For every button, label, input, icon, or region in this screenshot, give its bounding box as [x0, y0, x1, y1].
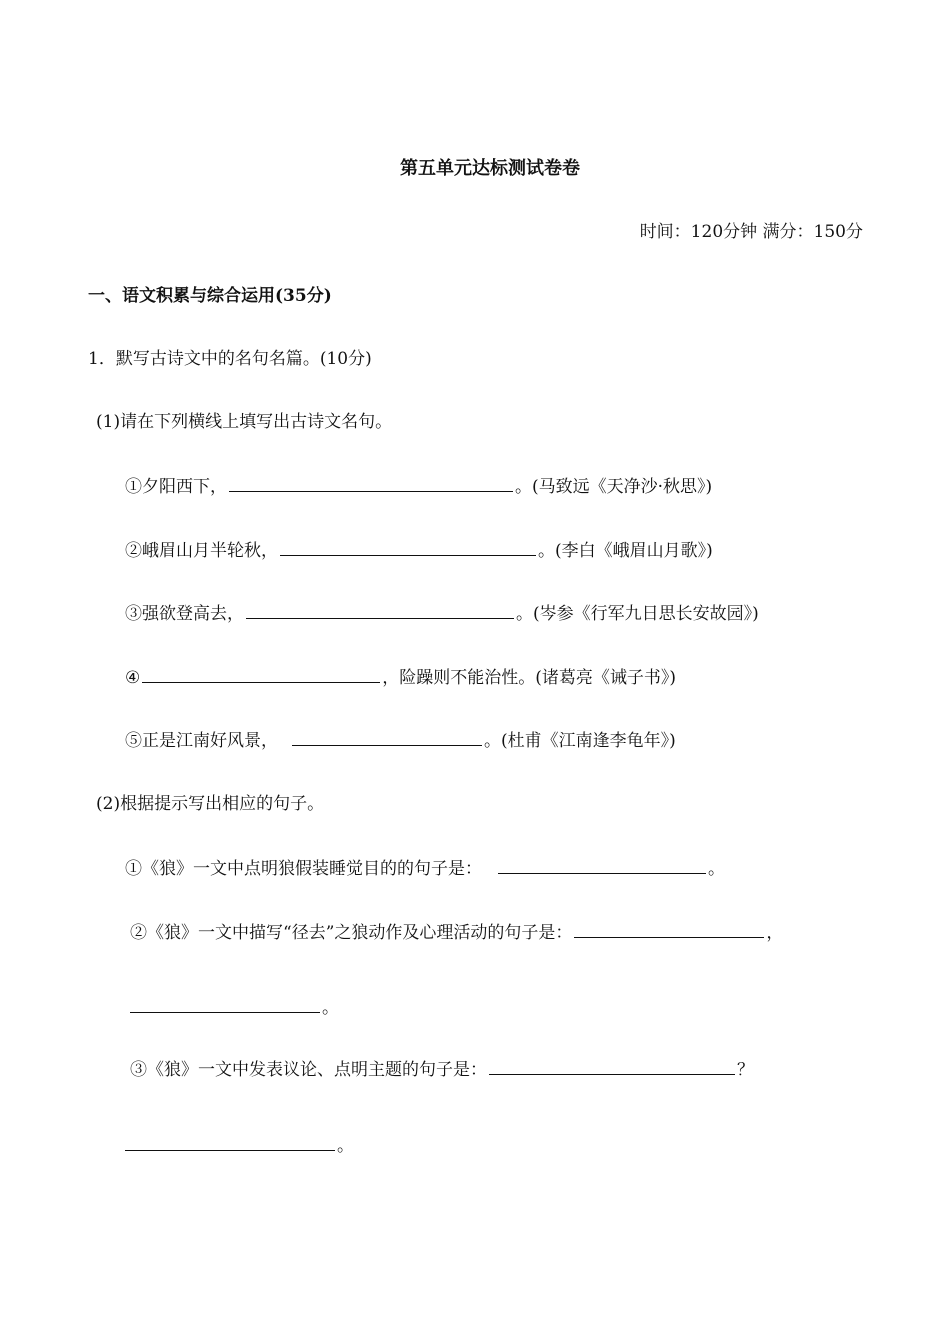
item-suffix: ，: [766, 923, 784, 943]
answer-blank[interactable]: [574, 921, 764, 938]
item-prefix: ①《狼》一文中点明狼假装睡觉目的的句子是：: [125, 859, 482, 879]
item-suffix: 。: [337, 1136, 354, 1156]
part-heading: (1)请在下列横线上填写出古诗文名句。: [96, 412, 393, 432]
fill-item: [125, 539, 713, 562]
answer-blank[interactable]: [280, 539, 536, 556]
item-suffix: 。(马致远《天净沙·秋思》): [515, 477, 713, 497]
answer-blank[interactable]: [246, 602, 514, 619]
item-suffix: 。(岑参《行军九日思长安故园》): [516, 604, 759, 624]
item-prefix: ③《狼》一文中发表议论、点明主题的句子是：: [130, 1060, 487, 1080]
item-prefix: ①夕阳西下，: [125, 477, 227, 497]
fill-item: [125, 857, 725, 880]
answer-blank[interactable]: [229, 475, 513, 492]
exam-meta: 时间：120分钟 满分：150分: [639, 222, 863, 242]
part-heading: (2)根据提示写出相应的句子。: [96, 794, 325, 814]
question-heading: 1．默写古诗文中的名句名篇。(10分): [88, 349, 372, 369]
answer-blank[interactable]: [292, 729, 482, 746]
item-suffix: 。: [708, 859, 725, 879]
item-prefix: ②《狼》一文中描写“径去”之狼动作及心理活动的句子是：: [130, 923, 573, 943]
section-heading: 一、语文积累与综合运用(35分): [88, 286, 332, 306]
fill-item: [125, 475, 712, 498]
fill-item: [125, 729, 676, 752]
item-prefix: ③强欲登高去，: [125, 604, 244, 624]
answer-blank[interactable]: [489, 1058, 735, 1075]
answer-blank[interactable]: [130, 996, 320, 1013]
item-suffix: 。(杜甫《江南逢李龟年》): [484, 731, 676, 751]
item-suffix: 。: [322, 998, 339, 1018]
item-prefix: ⑤正是江南好风景，: [125, 731, 278, 751]
item-suffix: ，险躁则不能治性。(诸葛亮《诫子书》): [382, 668, 677, 688]
fill-item: [130, 1058, 754, 1081]
fill-item-continuation: [130, 996, 339, 1019]
fill-item: [125, 602, 759, 625]
answer-blank[interactable]: [498, 857, 706, 874]
answer-blank[interactable]: [125, 1134, 335, 1151]
fill-item: [130, 921, 783, 944]
item-prefix: ④: [125, 668, 141, 688]
page-title: 第五单元达标测试卷卷: [400, 158, 580, 179]
item-suffix: ？: [737, 1060, 754, 1080]
fill-item: [125, 666, 676, 689]
answer-blank[interactable]: [142, 666, 380, 683]
item-prefix: ②峨眉山月半轮秋，: [125, 541, 278, 561]
item-suffix: 。(李白《峨眉山月歌》): [538, 541, 713, 561]
fill-item-continuation: [125, 1134, 354, 1157]
